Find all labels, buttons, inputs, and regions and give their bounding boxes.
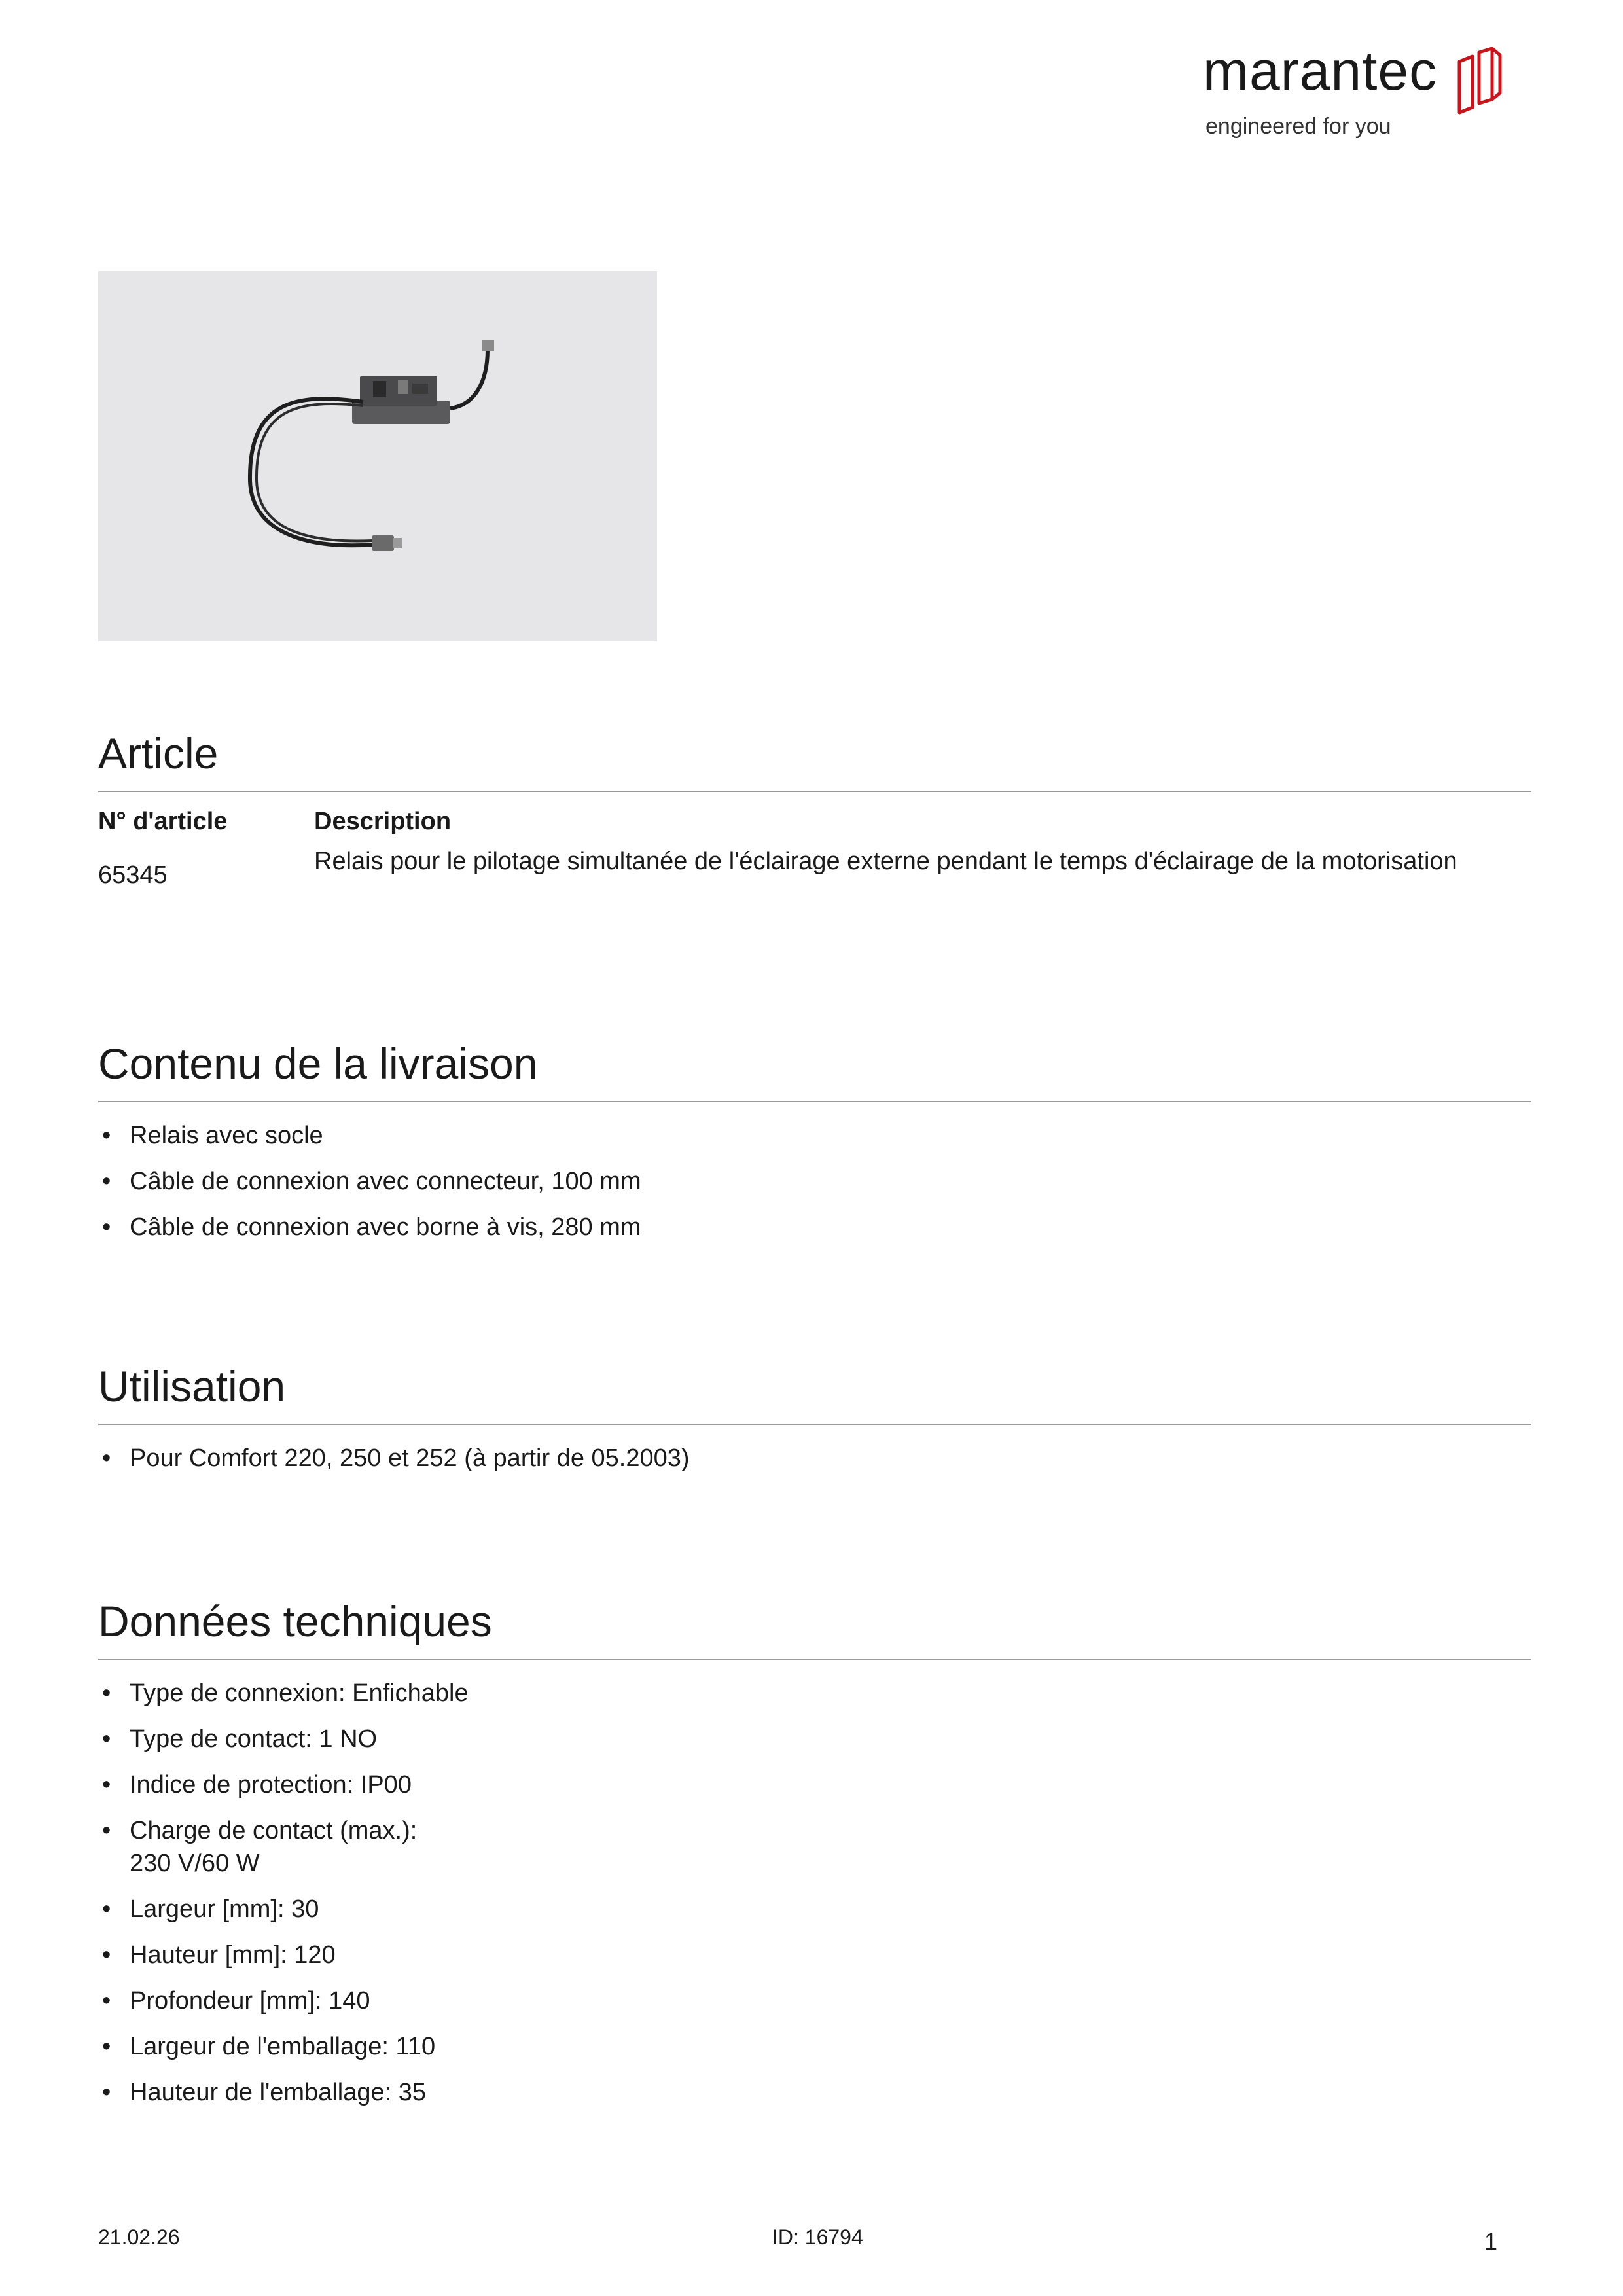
footer-id: ID: 16794 — [772, 2225, 863, 2249]
usage-list — [98, 1442, 1531, 1475]
technical-section — [98, 1597, 1531, 2122]
list-item: • Hauteur [mm]: 120 — [102, 1941, 336, 1969]
article-description-header: Description — [314, 808, 452, 835]
list-item: • Hauteur de l'emballage: 35 — [102, 2079, 426, 2106]
article-number-header: N° d'article — [98, 808, 228, 835]
technical-list — [98, 1677, 1531, 2109]
section-divider — [98, 1101, 1531, 1102]
list-item: • Type de connexion: Enfichable — [102, 1679, 469, 1707]
article-number: 65345 — [98, 861, 168, 889]
product-photo — [98, 271, 657, 641]
list-item: • Câble de connexion avec connecteur, 100 mm — [102, 1168, 641, 1195]
footer-date: 21.02.26 — [98, 2225, 180, 2249]
article-description: Relais pour le pilotage simultanée de l'éclairage externe pendant le temps d'éclairage de la motorisation — [314, 848, 1457, 875]
delivery-list — [98, 1119, 1531, 1244]
list-item: • Câble de connexion avec borne à vis, 280 mm — [102, 1213, 641, 1241]
list-item: • Type de contact: 1 NO — [102, 1725, 378, 1753]
list-item: • Charge de contact (max.): 230 V/60 W — [102, 1817, 418, 1877]
article-section — [98, 729, 1531, 889]
list-item: • Relais avec socle — [102, 1122, 323, 1149]
delivery-section — [98, 1039, 1531, 1257]
relay-with-cable-product-photo — [98, 271, 657, 641]
brand-logo — [1203, 40, 1504, 148]
page-number: 1 — [1484, 2228, 1498, 2255]
list-item: • Pour Comfort 220, 250 et 252 (à partir de 05.2003) — [102, 1444, 690, 1472]
section-title-delivery: Contenu de la livraison — [98, 1039, 538, 1088]
section-divider — [98, 1659, 1531, 1660]
marantec-mark-icon — [1457, 47, 1503, 115]
list-item: • Largeur de l'emballage: 110 — [102, 2033, 436, 2060]
brand-name: marantec — [1203, 40, 1438, 101]
brand-tagline: engineered for you — [1205, 114, 1391, 139]
section-title-technical: Données techniques — [98, 1597, 492, 1645]
section-title-usage: Utilisation — [98, 1362, 286, 1410]
list-item: • Indice de protection: IP00 — [102, 1771, 412, 1799]
list-item: • Largeur [mm]: 30 — [102, 1895, 319, 1923]
list-item: • Profondeur [mm]: 140 — [102, 1987, 370, 2015]
section-divider — [98, 791, 1531, 792]
section-divider — [98, 1424, 1531, 1425]
section-title-article: Article — [98, 729, 219, 778]
usage-section — [98, 1362, 1531, 1488]
